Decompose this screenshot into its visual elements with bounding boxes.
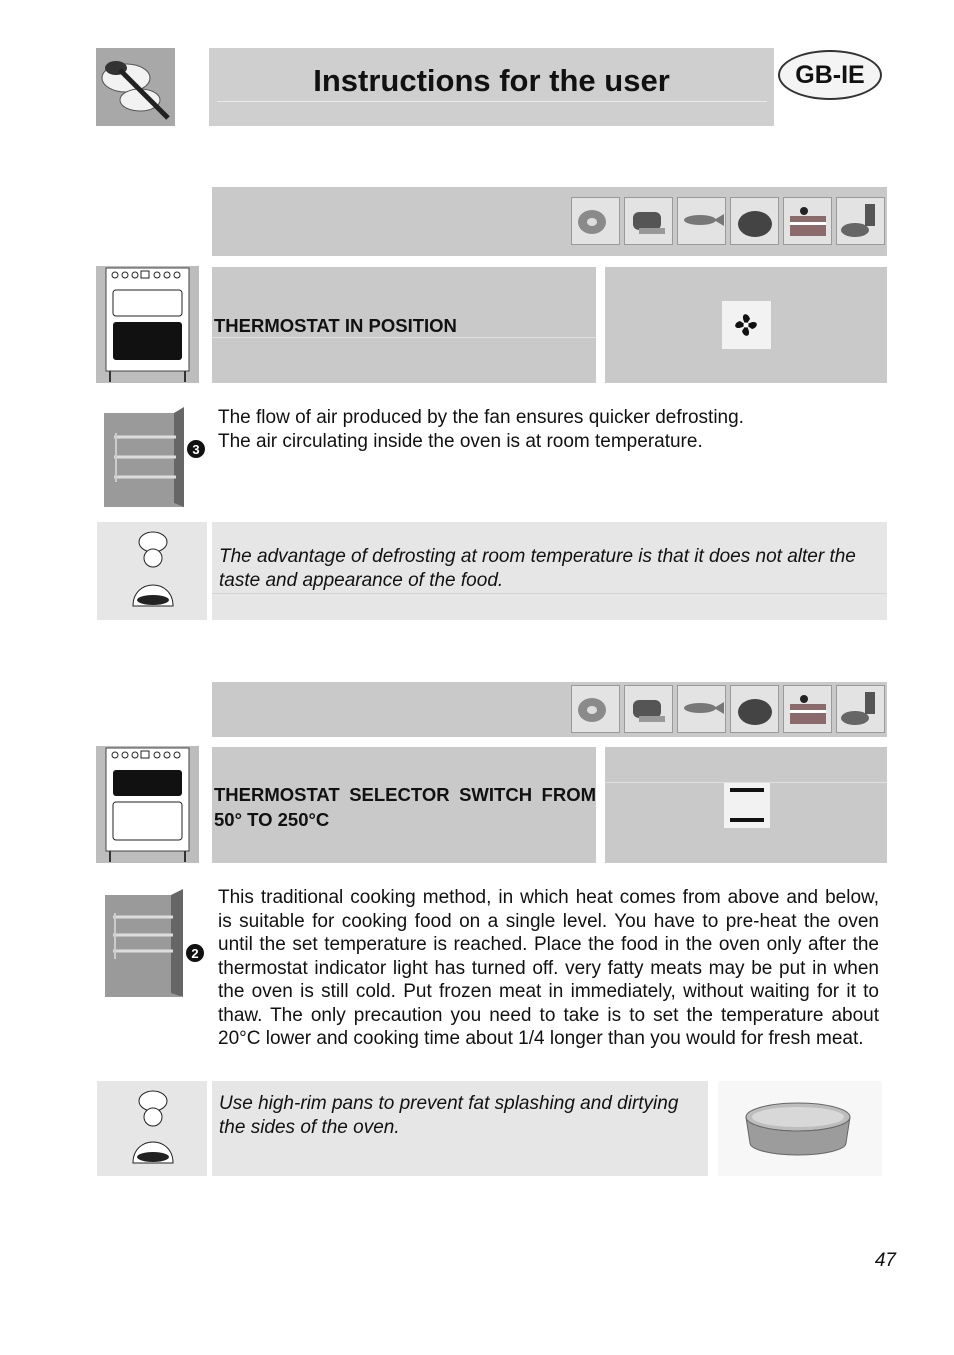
- section-1-heading-divider: [212, 337, 596, 338]
- section-1-description: The flow of air produced by the fan ensures quicker defrosting. The air circulating inside the oven is at room temperature.: [218, 407, 744, 452]
- oven-icon: [96, 746, 199, 863]
- chef-logo-icon: [96, 48, 175, 126]
- cake-icon: [783, 197, 832, 245]
- section-1-tip: The advantage of defrosting at room temperature is that it does not alter the taste and appearance of the food.: [219, 546, 856, 591]
- shelf-number: 2: [191, 946, 199, 961]
- shelf-level-2-icon: [105, 889, 209, 997]
- section-1-tip-divider: [212, 593, 887, 594]
- section-1-heading: THERMOSTAT IN POSITION: [214, 315, 457, 336]
- page-title: Instructions for the user: [313, 63, 670, 98]
- title-divider: [217, 101, 767, 102]
- oven-icon: [96, 266, 199, 383]
- meat-icon: [571, 685, 620, 733]
- section-2-heading: THERMOSTAT SELECTOR SWITCH FROM 50° TO 250°C: [214, 784, 596, 830]
- section-1-food-icons: [571, 197, 885, 245]
- chef-tip-icon: [97, 522, 207, 620]
- fish-icon: [677, 685, 726, 733]
- chef-tip-icon: [97, 1081, 207, 1176]
- region-badge: GB-IE: [778, 50, 882, 100]
- vegetables-icon: [836, 197, 885, 245]
- meat-icon: [571, 197, 620, 245]
- section-2-food-icons: [571, 685, 885, 733]
- section-2-tip: Use high-rim pans to prevent fat splashing and dirtying the sides of the oven.: [219, 1093, 679, 1138]
- vegetables-icon: [836, 685, 885, 733]
- shelf-level-3-icon: [104, 407, 208, 507]
- top-bottom-heat-icon: [724, 783, 770, 828]
- bread-icon: [624, 685, 673, 733]
- fish-icon: [677, 197, 726, 245]
- shelf-number: 3: [192, 442, 200, 457]
- cake-icon: [783, 685, 832, 733]
- high-rim-pan-icon: [718, 1081, 882, 1176]
- page-number: 47: [874, 1250, 896, 1271]
- poultry-icon: [730, 685, 779, 733]
- poultry-icon: [730, 197, 779, 245]
- section-2-description: This traditional cooking method, in which heat comes from above and below, is suitable for cooking food on a single level. You have to pre-heat the oven until the set temperature is reached. Place the food in the oven only after the thermostat indicator light has turned off. very fatty meats may be put in when the oven is still cold. Put frozen meat in immediately, without waiting for it to thaw. The only precaution you need to take is to set the temperature about 20°C lower and cooking time about 1/4 longer than you would for fresh meat.: [218, 887, 879, 1049]
- bread-icon: [624, 197, 673, 245]
- fan-icon: [722, 301, 771, 349]
